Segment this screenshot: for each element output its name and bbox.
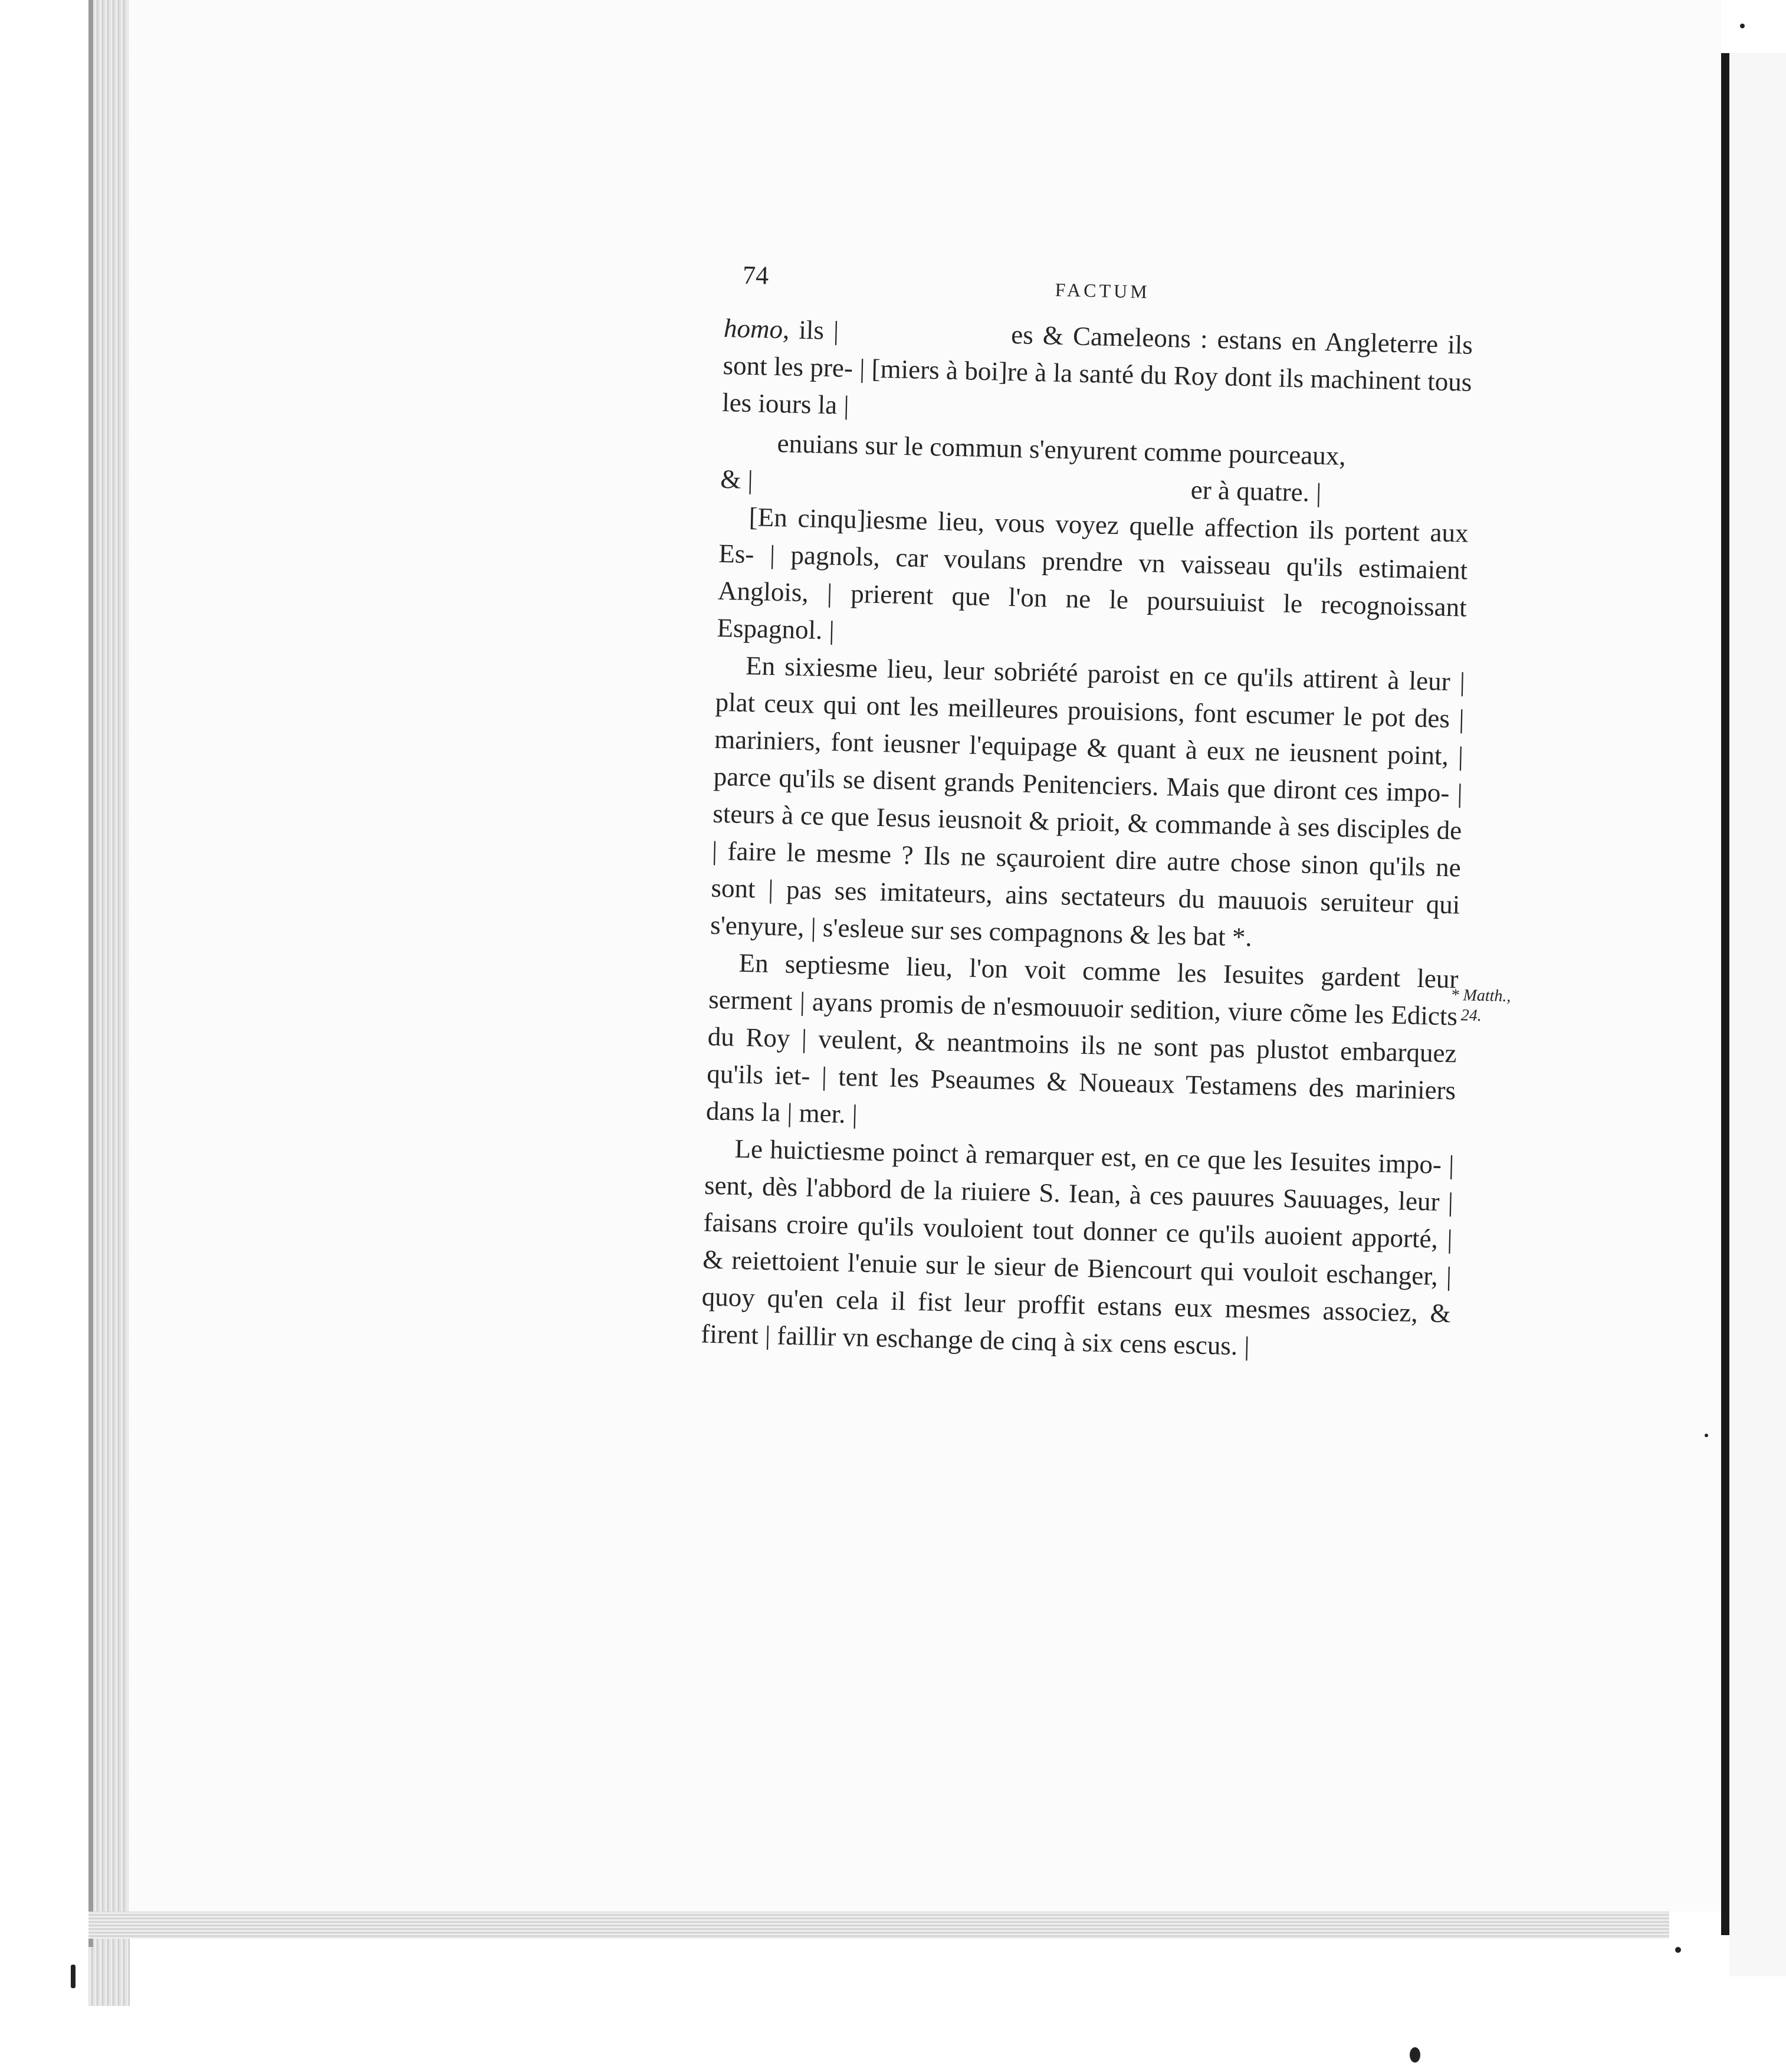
paragraph-text: , ils | (782, 314, 839, 346)
marginal-note (1450, 985, 1511, 1027)
dust-speck (1410, 2047, 1420, 2063)
running-title: FACTUM (1055, 278, 1151, 303)
book-page-edges-left (88, 0, 130, 2006)
dust-speck (1705, 1434, 1708, 1437)
lacuna-gap (848, 340, 1002, 343)
marginal-note-line: 24. (1460, 1006, 1482, 1025)
page-number: 74 (742, 260, 769, 290)
dust-speck (71, 1965, 75, 1988)
lacuna-gap (759, 489, 1184, 498)
marginal-note-line: * Matth., (1450, 985, 1511, 1006)
book-page-edges-bottom (88, 1912, 1669, 1939)
text-block (701, 254, 1475, 1369)
dust-speck (1740, 24, 1745, 28)
paragraph-line: enuians sur le commun s'enyurent comme pourceaux, (777, 428, 1347, 471)
paragraph-4: En sixiesme lieu, leur sobriété paroist en ce qu'ils attirent à leur | plat ceux qui ont les meilleures prouisions, font escumer le pot des | mariniers, font ieusner l'equipage & quant à eux ne ieusnent point, | parce qu'ils se disent grands Penitenciers. Mais que diront ces impo- | steurs à ce que Iesus ieusnoit & prioit, & commande à ses disciples de | faire le mesme ? Ils ne sçauroient dire autre chose sinon qu'ils ne sont | pas ses imitateurs, ains sectateurs du mauuois seruiteur qui s'enyure, | s'esleue sur ses compagnons & les bat *. (710, 650, 1466, 952)
gutter-shadow-line (1721, 53, 1729, 1935)
paragraph-3: [En cinqu]iesme lieu, vous voyez quelle affection ils portent aux Es- | pagnols, car voulans prendre vn vaisseau qu'ils estimaient Anglois, | prierent que l'on ne le poursuiuist le recognoissant Espagnol. | (717, 502, 1469, 645)
paragraph-line: & | (720, 464, 754, 495)
paragraph-1 (722, 310, 1473, 438)
paragraph-5: En septiesme lieu, l'on voit comme les Iesuites gardent leur serment | ayans promis de n'esmouuoir sedition, viure cõme les Edicts du Roy | veulent, & neantmoins ils ne sont pas plustot embarquez qu'ils iet- | tent les Pseaumes & Noueaux Testamens des mariniers dans la | mer. | (705, 948, 1459, 1129)
italic-word: homo (723, 313, 783, 345)
facing-page-strip (1729, 53, 1786, 1976)
paragraph-6: Le huictiesme poinct à remarquer est, en ce que les Iesuites impo- | sent, dès l'abbord de la riuiere S. Iean, à ces pauures Sauuages, leur | faisans croire qu'ils vouloient tout donner ce qu'ils auoient apporté, | & reiettoient l'enuie sur le sieur de Biencourt qui vouloit eschanger, | quoy qu'en cela il fist leur proffit estans eux mesmes associez, & firent | faillir vn eschange de cinq à six cens escus. | (700, 1133, 1455, 1361)
paragraph-text: es & Cameleons : estans en Angleterre ils sont les pre- | [miers à boi]re à la santé du Roy dont ils machinent tous les iours la | (721, 320, 1473, 420)
book-spine-shadow (88, 0, 93, 1947)
dust-speck (1675, 1947, 1681, 1953)
paragraph-line: er à quatre. | (1190, 475, 1322, 508)
